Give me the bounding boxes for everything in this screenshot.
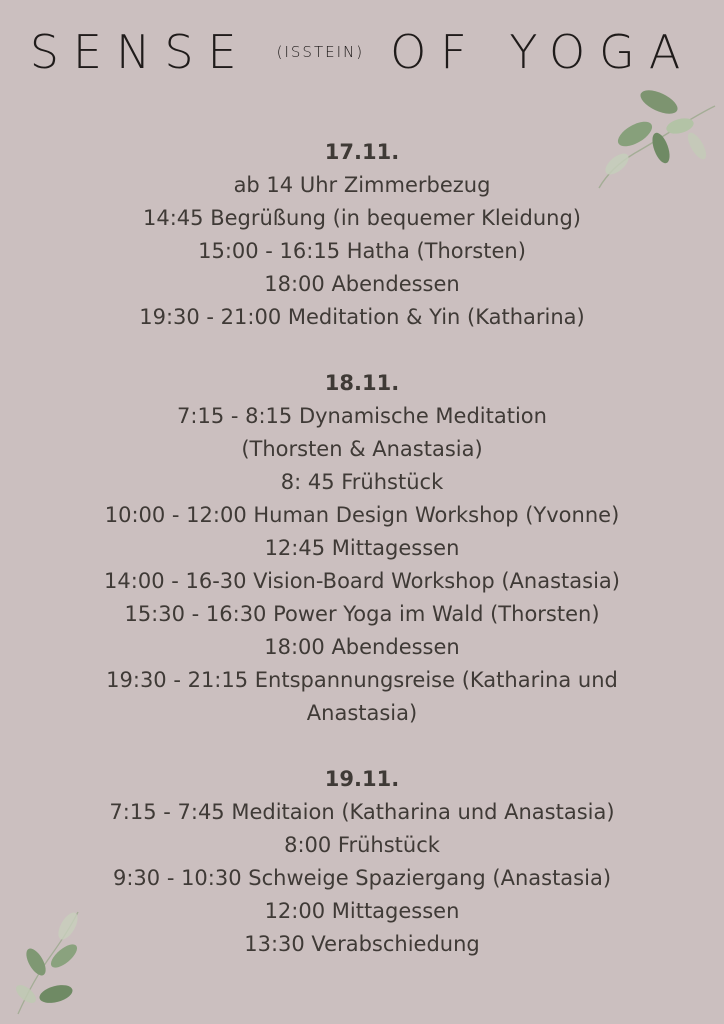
schedule-entry: 18:00 Abendessen — [264, 635, 460, 659]
schedule-entry: 15:30 - 16:30 Power Yoga im Wald (Thorsten) — [124, 602, 600, 626]
schedule-entry: 14:00 - 16-30 Vision-Board Workshop (Anastasia) — [104, 569, 620, 593]
day-date: 18.11. — [324, 371, 400, 395]
day-date: 17.11. — [324, 140, 400, 164]
page-title — [0, 22, 724, 82]
schedule-entry: 14:45 Begrüßung (in bequemer Kleidung) — [143, 206, 581, 230]
schedule-entry: 7:15 - 7:45 Meditaion (Katharina und Anastasia) — [109, 800, 615, 824]
schedule-entry: (Thorsten & Anastasia) — [241, 437, 483, 461]
schedule-entry: Anastasia) — [306, 701, 418, 725]
schedule-entry: 8: 45 Frühstück — [280, 470, 444, 494]
schedule-entry: ab 14 Uhr Zimmerbezug — [233, 173, 491, 197]
title-location: (ISSTEIN) — [276, 43, 365, 61]
day-section — [0, 367, 724, 730]
schedule-entry: 15:00 - 16:15 Hatha (Thorsten) — [198, 239, 526, 263]
schedule-entry: 9:30 - 10:30 Schweige Spaziergang (Anastasia) — [112, 866, 612, 890]
schedule-entry: 8:00 Frühstück — [284, 833, 440, 857]
day-date: 19.11. — [324, 767, 400, 791]
title-of-yoga: OF YOGA — [390, 25, 695, 79]
schedule-entry: 13:30 Verabschiedung — [244, 932, 480, 956]
day-section — [0, 763, 724, 961]
schedule-entry: 12:00 Mittagessen — [264, 899, 460, 923]
schedule-entry: 12:45 Mittagessen — [264, 536, 460, 560]
schedule-entry: 7:15 - 8:15 Dynamische Meditation — [177, 404, 547, 428]
schedule-entry: 19:30 - 21:00 Meditation & Yin (Katharina) — [139, 305, 585, 329]
schedule-entry: 18:00 Abendessen — [264, 272, 460, 296]
day-section — [0, 136, 724, 334]
schedule — [0, 136, 724, 994]
schedule-entry: 10:00 - 12:00 Human Design Workshop (Yvonne) — [104, 503, 620, 527]
title-sense: SENSE — [29, 25, 251, 79]
schedule-entry: 19:30 - 21:15 Entspannungsreise (Katharina und — [106, 668, 618, 692]
